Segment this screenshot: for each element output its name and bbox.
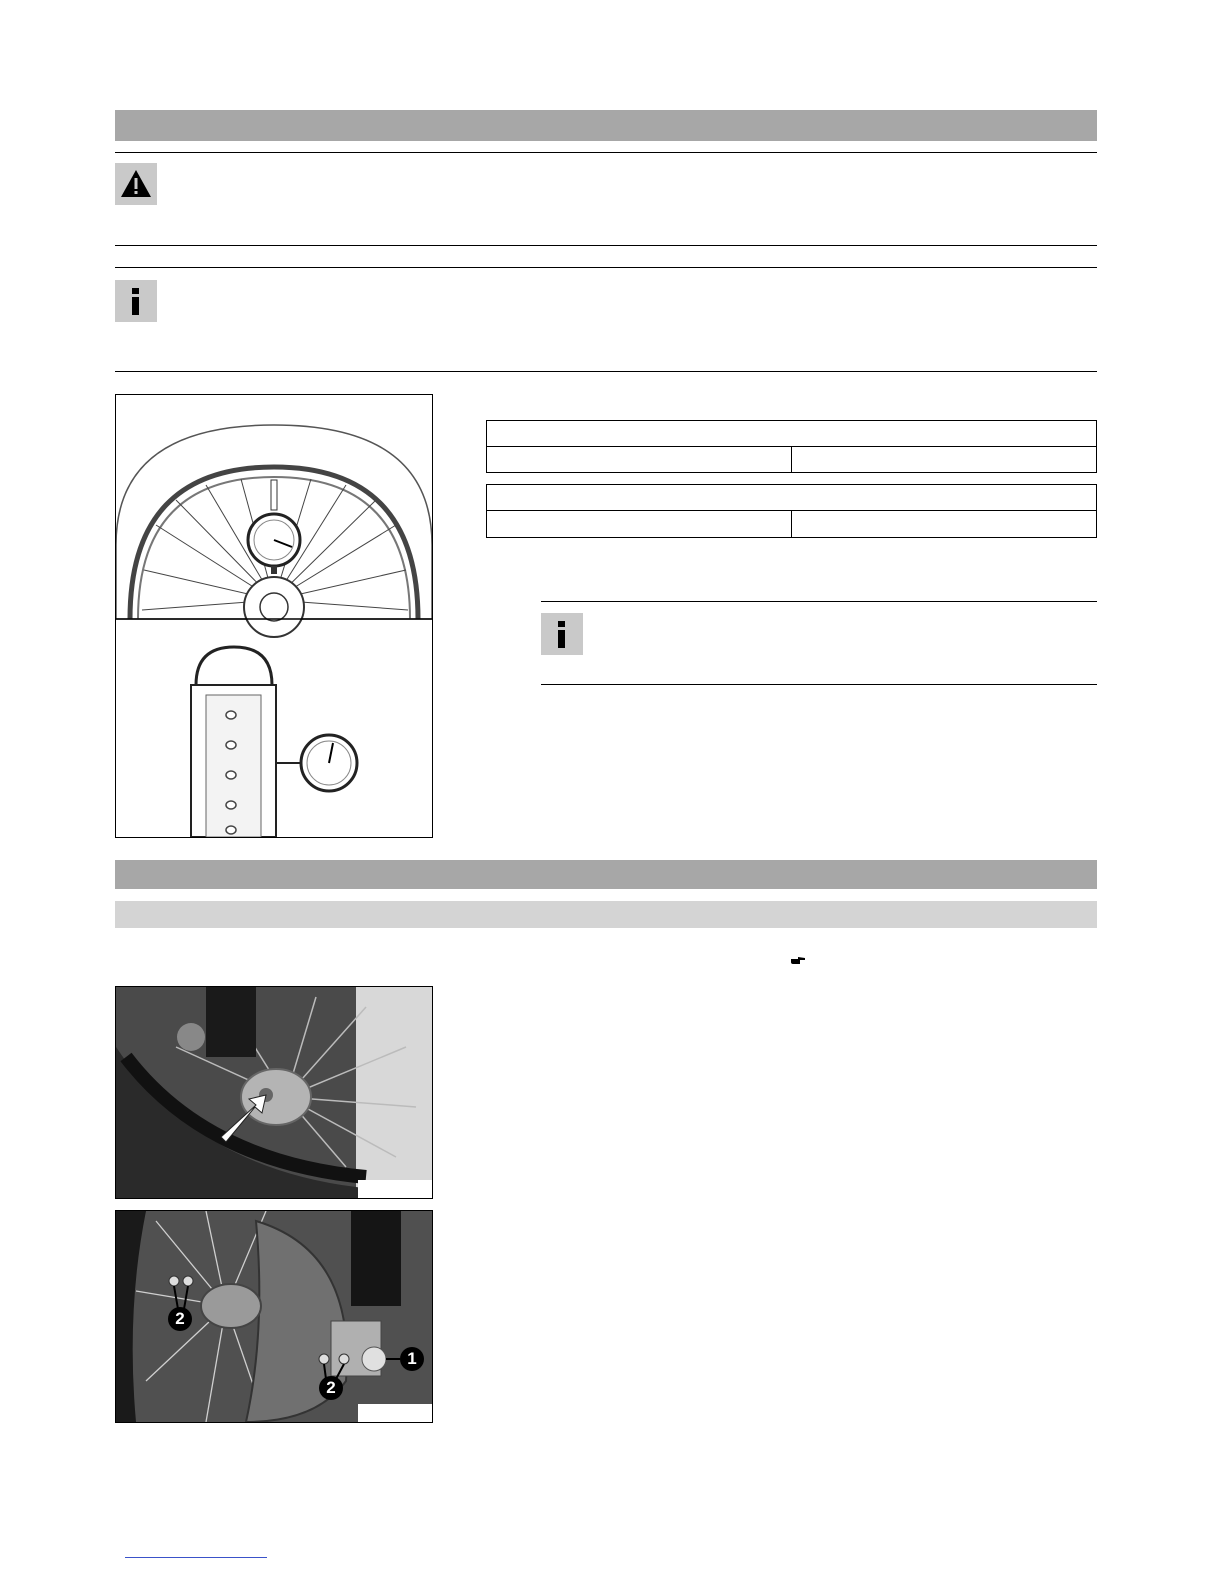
spec-table1-header [486, 420, 1097, 447]
pointing-hand-icon [790, 955, 806, 967]
info-bottom-rule [115, 371, 1097, 372]
wheel-axle-photo [115, 1210, 433, 1423]
photo-label-tag [358, 1404, 433, 1423]
section2-header-bar [115, 860, 1097, 889]
spec-table1-cell-value [791, 446, 1097, 473]
info-icon [541, 613, 583, 655]
photo-label-tag [358, 1180, 433, 1199]
warning-bottom-rule [115, 245, 1097, 246]
rim-runout-illustration [116, 395, 432, 837]
info-icon [115, 280, 157, 322]
brake-caliper-photo [115, 986, 433, 1199]
spec-table2-cell-label [486, 510, 792, 538]
section-header-bar [115, 110, 1097, 141]
sub-info-bottom-rule [541, 684, 1097, 685]
callout-1: 1 [400, 1347, 424, 1371]
subsection-header-bar [115, 901, 1097, 928]
footer-link-underline[interactable] [125, 1557, 267, 1558]
spec-table2-cell-value [791, 510, 1097, 538]
warning-triangle-icon [115, 163, 157, 205]
callout-2-bottom: 2 [319, 1376, 343, 1400]
callout-2-left: 2 [168, 1307, 192, 1331]
spec-table2-header [486, 484, 1097, 511]
spec-table1-cell-label [486, 446, 792, 473]
warning-top-rule [115, 152, 1097, 153]
sub-info-top-rule [541, 601, 1097, 602]
info-top-rule [115, 267, 1097, 268]
rim-runout-figure [115, 394, 433, 838]
